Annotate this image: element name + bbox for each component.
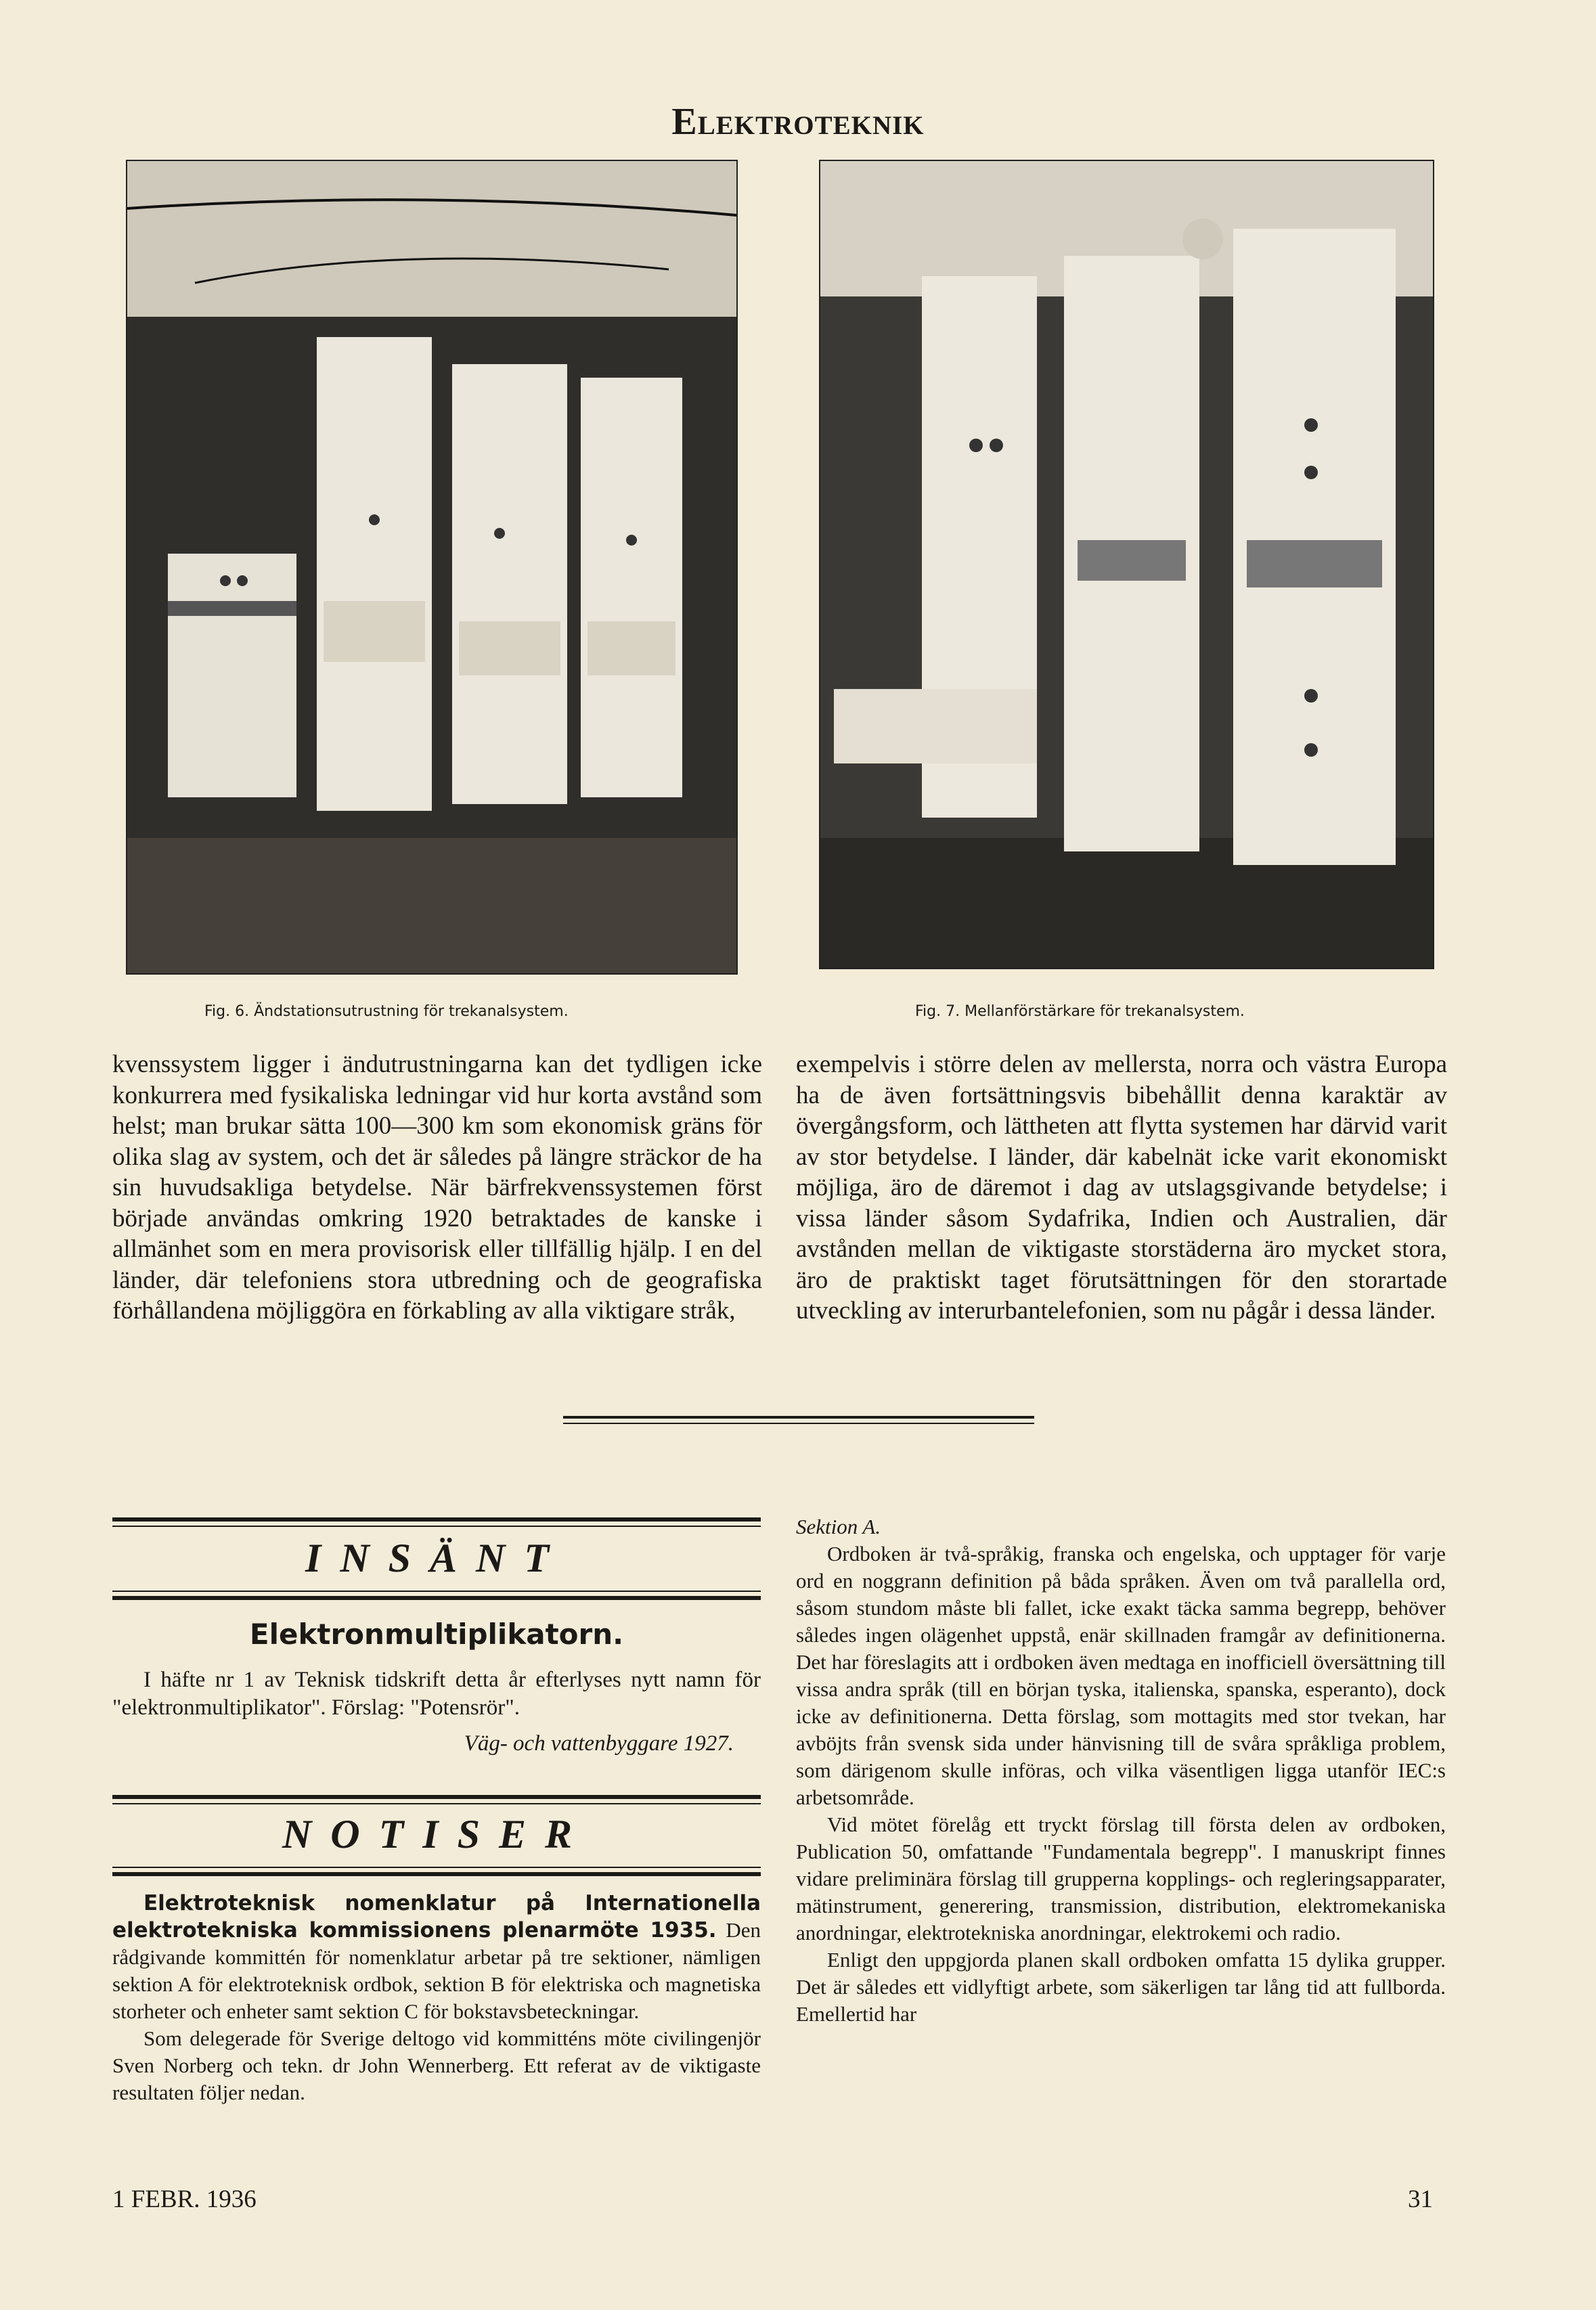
- notiser-rule-bottom: [112, 1872, 761, 1876]
- insant-heading: INSÄNT: [305, 1536, 569, 1580]
- figure-7-photo: [819, 160, 1434, 969]
- right-paragraph-1: Ordboken är två-språkig, franska och engelska, och upptager för varje ord en noggrann definition på båda språken. Även om två parallella ord, såsom stundom måste bli fallet, icke exakt täcka samma begrepp, behöver således ingen olägenhet uppstå, enär skillnaden framgår av definitionerna. Det har föreslagits att i ordboken även medtaga en inofficiell översättning till vissa andra språk (till en början tyska, italienska, spanska, esperanto), dock icke av definitionerna. Detta förslag, som mottagits med stor tvekan, har avböjts från svensk sida under hänvisning till de svåra språkliga problem, som därigenom skulle införas, och vilka väsentligen ligga utanför IEC:s arbetsområde.: [796, 1542, 1446, 1809]
- notiser-heading: NOTISER: [282, 1812, 592, 1857]
- notiser-lead-text: Den rådgivande kommittén för nomenklatur arbetar på tre sektioner, nämligen sektion A för elektroteknisk ordbok, sektion B för elektriska och magnetiska storheter och enheter samt sektion C för bokstavsbeteckningar.: [112, 1918, 761, 2023]
- right-paragraph-3: Enligt den uppgjorda planen skall ordboken omfatta 15 dylika grupper. Det är således ett vidlyftigt arbete, som säkerligen tar lång tid att fullborda. Emellertid har: [796, 1948, 1446, 2026]
- figure-6-caption: Fig. 6. Ändstationsutrustning för trekanalsystem.: [204, 1003, 569, 1020]
- notiser-body: [112, 1890, 761, 2106]
- right-column-body: [796, 1513, 1446, 2028]
- top-left-text: kvenssystem ligger i ändutrustningarna kan det tydligen icke konkurrera med fysikaliska ledningar vid hur korta avstånd som helst; man brukar sätta 100—300 km som ekonomisk gräns för olika slag av system, och det är således på längre sträckor de ha sin huvudsakliga betydelse. När bärfrekvenssystemen först började användas omkring 1920 betraktades de kanske i allmänhet som en mera provisorisk eller tillfällig hjälp. I en del länder, där telefoniens stora utbredning och de geografiska förhållandena möjliggöra en förkabling av alla viktigare stråk,: [112, 1050, 762, 1325]
- notiser-lead-title: Elektroteknisk nomenklatur på Internationella elektrotekniska kommissionens plenarmöte 1935.: [112, 1891, 761, 1942]
- insant-text: I häfte nr 1 av Teknisk tidskrift detta år efterlyses nytt namn för "elektronmultiplikator". Förslag: "Potensrör".: [112, 1668, 761, 1720]
- section-divider: [563, 1423, 1034, 1424]
- figure-7-caption: Fig. 7. Mellanförstärkare för trekanalsystem.: [915, 1003, 1245, 1020]
- page-header: Elektroteknik: [671, 101, 925, 143]
- insant-signature: Väg- och vattenbyggare 1927.: [464, 1731, 734, 1756]
- figure-6-photo: [126, 160, 738, 975]
- notiser-paragraph-2: Som delegerade för Sverige deltogo vid kommitténs möte civilingenjör Sven Norberg och tekn. dr John Wennerberg. Ett referat av de viktigaste resultaten följer nedan.: [112, 2026, 761, 2104]
- top-left-column: [112, 1049, 762, 1327]
- section-a-label: Sektion A.: [796, 1515, 881, 1538]
- insant-rule-bottom: [112, 1596, 761, 1600]
- right-paragraph-2: Vid mötet förelåg ett tryckt förslag till första delen av ordboken, Publication 50, omfattande "Fundamentala begrepp". I manuskript finnes vidare preliminära förslag till grupperna kopplings- och regleringsapparater, mätinstrument, generering, transmission, distribution, elektromekaniska anordningar, elektrotekniska anordningar, elektrokemi och radio.: [796, 1813, 1446, 1945]
- insant-body: [112, 1666, 761, 1758]
- top-right-column: [796, 1049, 1447, 1327]
- top-right-text: exempelvis i större delen av mellersta, norra och västra Europa ha de även fortsättningsvis bibehållit denna karaktär av övergångsform, och lättheten att flytta systemen har därvid varit av stor betydelse. I länder, där kabelnät icke varit ekonomiskt möjliga, äro de däremot i dag av utslagsgivande betydelse; i vissa länder såsom Sydafrika, Indien och Australien, där avstånden mellan de viktigaste storstäderna äro mycket stora, äro de praktiskt taget förutsättningen för den storartade utveckling av interurbantelefonien, som nu pågår i dessa länder.: [796, 1050, 1447, 1325]
- insant-rule-bottom: [112, 1591, 761, 1592]
- footer-date: 1 FEBR. 1936: [112, 2185, 257, 2213]
- section-divider: [563, 1416, 1034, 1419]
- page-number: 31: [1408, 2185, 1433, 2213]
- insant-rule-top: [112, 1526, 761, 1527]
- insant-rule-top: [112, 1517, 761, 1522]
- insant-article-title: Elektronmultiplikatorn.: [249, 1618, 624, 1651]
- notiser-rule-top: [112, 1795, 761, 1799]
- notiser-rule-bottom: [112, 1867, 761, 1868]
- notiser-rule-top: [112, 1803, 761, 1804]
